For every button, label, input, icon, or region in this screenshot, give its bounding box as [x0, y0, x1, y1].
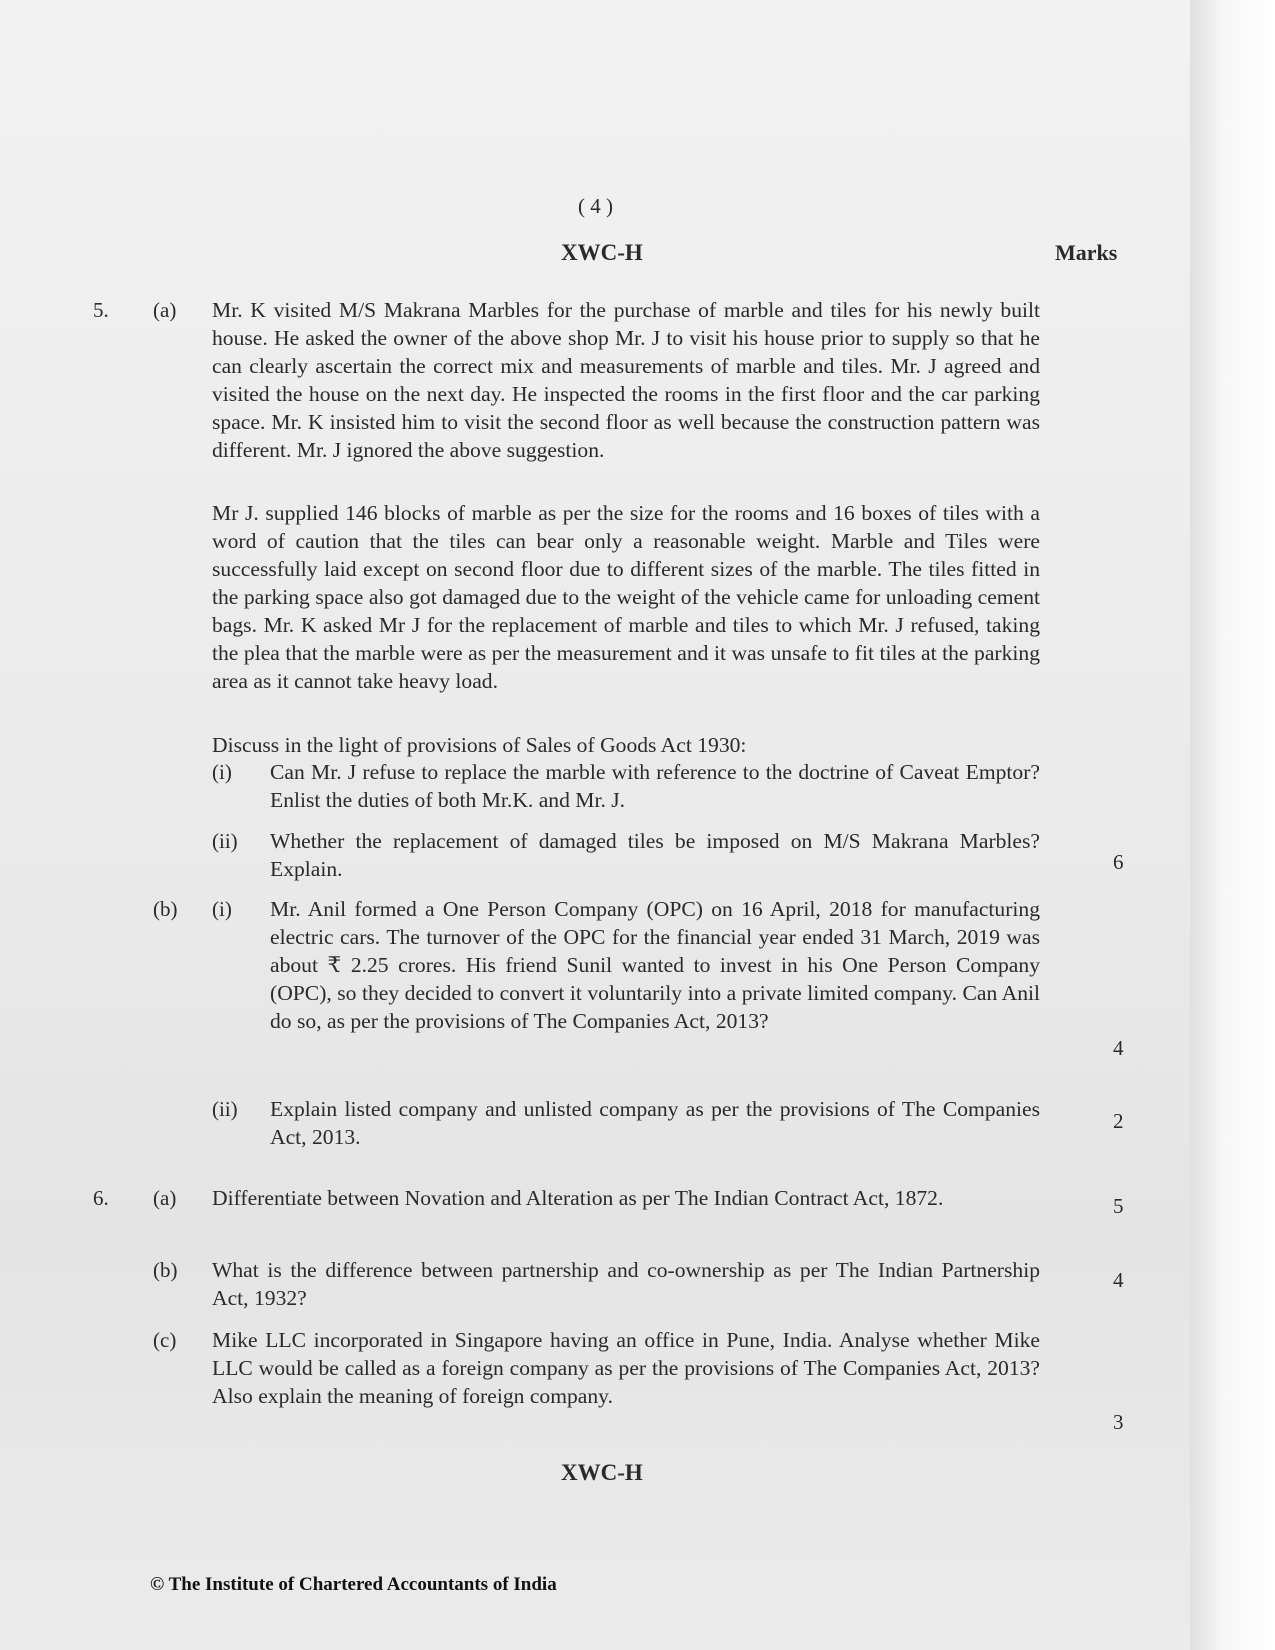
question-5a-label: (a)	[153, 298, 177, 322]
question-5a-instruction: Discuss in the light of provisions of Sales of Goods Act 1930:	[212, 733, 747, 757]
question-5a-i-text: Can Mr. J refuse to replace the marble with reference to the doctrine of Caveat Emptor? Enlist the duties of both Mr.K. and Mr. J.	[270, 760, 1040, 812]
question-6c-text: Mike LLC incorporated in Singapore having an office in Pune, India. Analyse whether Mike LLC would be called as a foreign company as per the provisions of The Companies Act, 2013? Also explain the meaning of foreign company.	[212, 1328, 1040, 1408]
question-5a-ii-label: (ii)	[212, 829, 238, 853]
question-6a-marks: 5	[1113, 1194, 1124, 1218]
question-5a-marks: 6	[1113, 850, 1124, 874]
page-edge	[1190, 0, 1275, 1650]
page-number: ( 4 )	[578, 194, 613, 218]
question-6c-marks: 3	[1113, 1410, 1124, 1434]
question-5b-i-text: Mr. Anil formed a One Person Company (OPC) on 16 April, 2018 for manufacturing electric cars. The turnover of the OPC for the financial year ended 31 March, 2019 was about ₹ 2.25 crores. His friend Sunil wanted to invest in his One Person Company (OPC), so they decided to convert it voluntarily into a private limited company. Can Anil do so, as per the provisions of The Companies Act, 2013?	[270, 897, 1040, 1033]
question-6b-marks: 4	[1113, 1268, 1124, 1292]
question-6a-text: Differentiate between Novation and Alteration as per The Indian Contract Act, 1872.	[212, 1186, 944, 1210]
question-5a-i-label: (i)	[212, 760, 232, 784]
copyright-notice: © The Institute of Chartered Accountants of India	[150, 1574, 557, 1595]
question-5b-label: (b)	[153, 897, 178, 921]
question-6-number: 6.	[93, 1186, 109, 1210]
footer-code: XWC-H	[561, 1460, 643, 1485]
question-5-number: 5.	[93, 298, 109, 322]
question-5b-i-marks: 4	[1113, 1036, 1124, 1060]
question-5b-ii-text: Explain listed company and unlisted company as per the provisions of The Companies Act, 2013.	[270, 1097, 1040, 1149]
header-code: XWC-H	[561, 240, 643, 265]
question-5a-paragraph-2: Mr J. supplied 146 blocks of marble as per the size for the rooms and 16 boxes of tiles with a word of caution that the tiles can bear only a reasonable weight. Marble and Tiles were successfully laid except on second floor due to different sizes of the marble. The tiles fitted in the parking space also got damaged due to the weight of the vehicle came for unloading cement bags. Mr. K asked Mr J for the replacement of marble and tiles to which Mr. J refused, taking the plea that the marble were as per the measurement and it was unsafe to fit tiles at the parking area as it cannot take heavy load.	[212, 501, 1040, 693]
question-6a-label: (a)	[153, 1186, 177, 1210]
question-5b-ii-marks: 2	[1113, 1109, 1124, 1133]
marks-heading: Marks	[1055, 240, 1118, 265]
question-5b-ii-label: (ii)	[212, 1097, 238, 1121]
question-5a-paragraph-1: Mr. K visited M/S Makrana Marbles for the purchase of marble and tiles for his newly built house. He asked the owner of the above shop Mr. J to visit his house prior to supply so that he can clearly ascertain the correct mix and measurements of marble and tiles. Mr. J agreed and visited the house on the next day. He inspected the rooms in the first floor and the car parking space. Mr. K insisted him to visit the second floor as well because the construction pattern was different. Mr. J ignored the above suggestion.	[212, 298, 1040, 462]
question-5b-i-label: (i)	[212, 897, 232, 921]
question-6b-text: What is the difference between partnership and co-ownership as per The Indian Partnership Act, 1932?	[212, 1258, 1040, 1310]
question-5a-ii-text: Whether the replacement of damaged tiles be imposed on M/S Makrana Marbles? Explain.	[270, 829, 1040, 881]
question-6b-label: (b)	[153, 1258, 178, 1282]
question-6c-label: (c)	[153, 1328, 177, 1352]
